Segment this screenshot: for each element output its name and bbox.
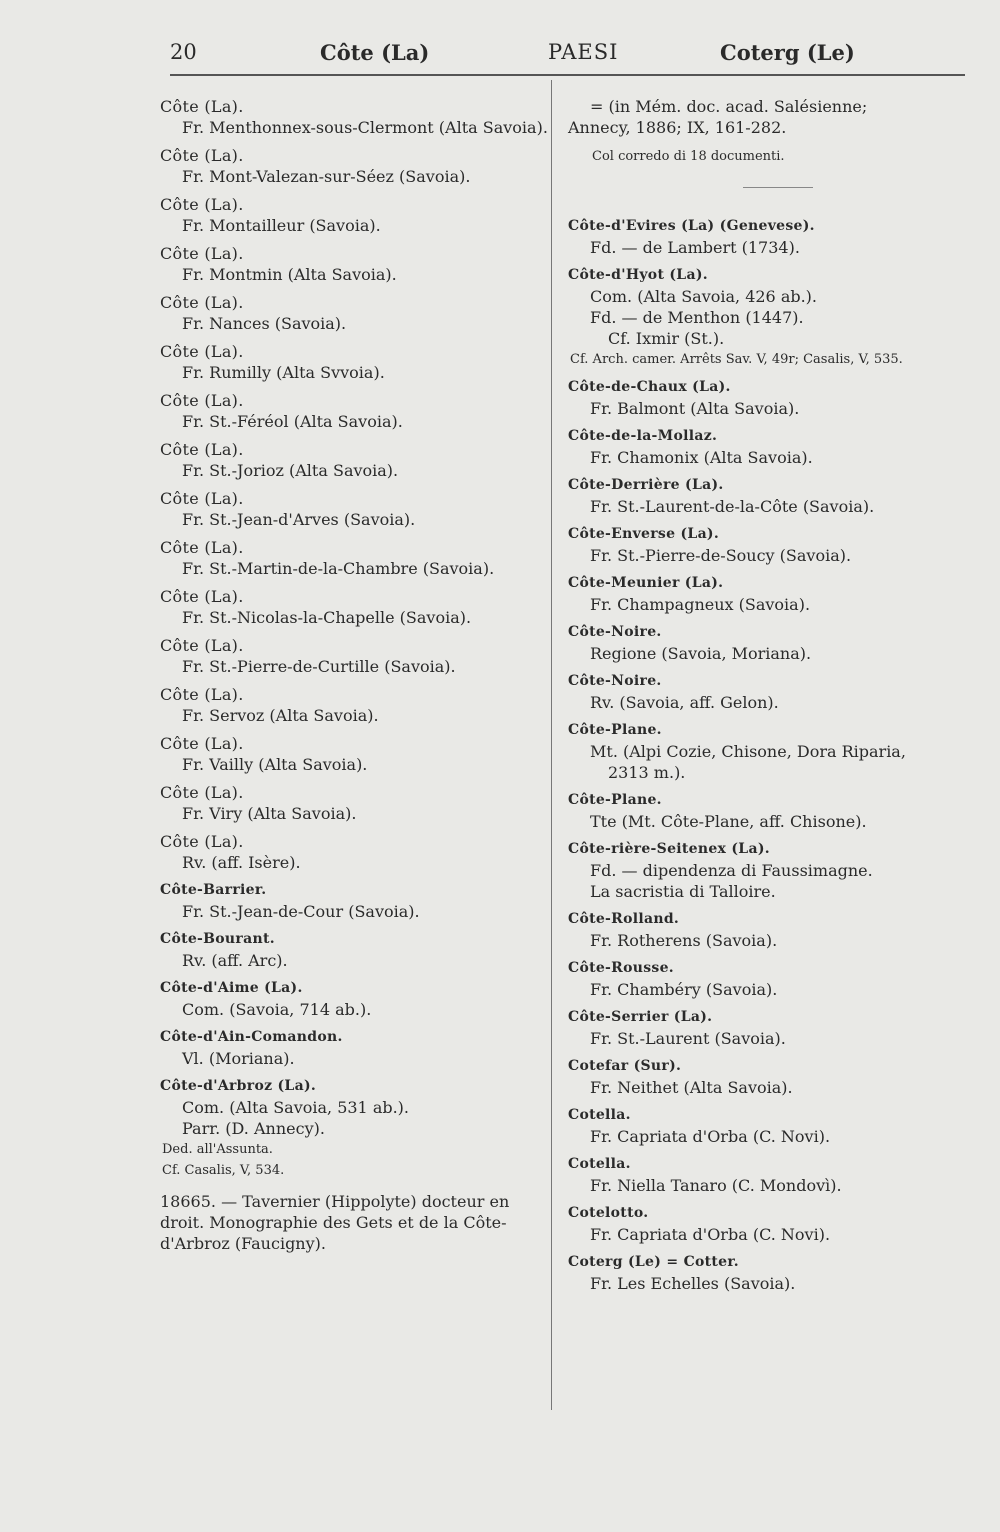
entry-title: Côte-Enverse (La).: [568, 526, 720, 542]
entry-crossref: Cf. Ixmir (St.).: [608, 329, 725, 348]
gazetteer-entry: [160, 194, 550, 236]
bibliography-paragraph: 18665. — Tavernier (Hippolyte) docteur en droit. Monographie des Gets et de la Côte-d'Arbroz (Faucigny).: [160, 1192, 510, 1253]
gazetteer-entry: [568, 790, 988, 832]
gazetteer-entry: [160, 880, 550, 922]
citation-line: = (in Mém. doc. acad. Salésienne;: [590, 97, 868, 116]
entry-title: Côte-Derrière (La).: [568, 477, 724, 493]
entry-title: Côte-d'Evires (La) (Genevese).: [568, 218, 815, 234]
gazetteer-entry: [160, 586, 550, 628]
gazetteer-entry: [160, 96, 550, 138]
entry-title: Côte-d'Hyot (La).: [568, 267, 708, 283]
left-running-title: Côte (La): [320, 40, 430, 65]
entry-line: Fr. Capriata d'Orba (C. Novi).: [590, 1127, 831, 1146]
entry-line: Fr. St.-Laurent-de-la-Côte (Savoia).: [590, 497, 875, 516]
entry-title: Côte (La).: [160, 587, 244, 606]
right-column: [568, 96, 988, 1301]
entry-line: Rv. (aff. Isère).: [182, 853, 301, 872]
entry-title: Côte-Noire.: [568, 624, 662, 640]
gazetteer-entry: [160, 439, 550, 481]
entry-line: Fd. — de Menthon (1447).: [590, 308, 804, 327]
gazetteer-entry: [568, 1203, 988, 1245]
entry-line: Fr. St.-Pierre-de-Soucy (Savoia).: [590, 546, 852, 565]
column-divider: [551, 80, 552, 1410]
entry-title: Côte-de-Chaux (La).: [568, 379, 731, 395]
entry-title: Côte (La).: [160, 783, 244, 802]
entry-line: Rv. (Savoia, aff. Gelon).: [590, 693, 779, 712]
entry-line: Com. (Savoia, 714 ab.).: [182, 1000, 372, 1019]
entry-line: Fr. Chamonix (Alta Savoia).: [590, 448, 813, 467]
entry-line: Fd. — de Lambert (1734).: [590, 238, 800, 257]
entry-title: Coterg (Le) = Cotter.: [568, 1254, 739, 1270]
entry-title: Côte (La).: [160, 685, 244, 704]
entry-line: Com. (Alta Savoia, 426 ab.).: [590, 287, 818, 306]
entry-line: Fr. St.-Jean-d'Arves (Savoia).: [182, 510, 416, 529]
entry-title: Côte (La).: [160, 293, 244, 312]
entry-title: Côte (La).: [160, 636, 244, 655]
gazetteer-entry: [568, 720, 988, 783]
entry-line: Fr. Rotherens (Savoia).: [590, 931, 778, 950]
entry-title: Côte-de-la-Mollaz.: [568, 428, 718, 444]
gazetteer-entry: [160, 243, 550, 285]
entry-title: Cotefar (Sur).: [568, 1058, 682, 1074]
gazetteer-entry: [568, 265, 988, 370]
entry-title: Côte (La).: [160, 440, 244, 459]
entry-title: Cotelotto.: [568, 1205, 649, 1221]
entry-title: Côte-Bourant.: [160, 931, 275, 947]
entry-line: Fr. St.-Pierre-de-Curtille (Savoia).: [182, 657, 456, 676]
gazetteer-entry: [568, 524, 988, 566]
gazetteer-entry: [568, 909, 988, 951]
gazetteer-entry: [160, 341, 550, 383]
entry-line: Fr. Champagneux (Savoia).: [590, 595, 811, 614]
entry-title: Côte (La).: [160, 97, 244, 116]
entry-line: Fd. — dipendenza di Faussimagne.: [590, 861, 873, 880]
entry-line: Fr. St.-Jorioz (Alta Savoia).: [182, 461, 399, 480]
gazetteer-entry: [160, 488, 550, 530]
entry-line: Fr. Vailly (Alta Savoia).: [182, 755, 368, 774]
gazetteer-entry: [160, 1027, 550, 1069]
gazetteer-entry: [160, 145, 550, 187]
entry-title: Côte-Serrier (La).: [568, 1009, 713, 1025]
gazetteer-entry: [568, 1154, 988, 1196]
page-number: 20: [170, 40, 197, 64]
gazetteer-entry: [160, 537, 550, 579]
gazetteer-entry: [160, 733, 550, 775]
gazetteer-entry: [568, 475, 988, 517]
entry-title: Côte-d'Ain-Comandon.: [160, 1029, 343, 1045]
entry-title: Côte-Plane.: [568, 792, 662, 808]
entry-title: Côte (La).: [160, 489, 244, 508]
entry-line: Fr. Les Echelles (Savoia).: [590, 1274, 796, 1293]
continued-citation: [568, 96, 988, 167]
section-separator: [743, 187, 813, 188]
entry-line: Fr. Nances (Savoia).: [182, 314, 347, 333]
gazetteer-entry: [568, 573, 988, 615]
gazetteer-entry: [160, 831, 550, 873]
gazetteer-entry: [568, 377, 988, 419]
gazetteer-entry: [568, 1105, 988, 1147]
entry-line: Fr. St.-Martin-de-la-Chambre (Savoia).: [182, 559, 495, 578]
citation-line: Annecy, 1886; IX, 161-282.: [568, 118, 787, 137]
citation-note: Col corredo di 18 documenti.: [592, 149, 785, 164]
entry-title: Côte-rière-Seitenex (La).: [568, 841, 770, 857]
entry-line: Fr. Capriata d'Orba (C. Novi).: [590, 1225, 831, 1244]
gazetteer-entry: [568, 1252, 988, 1294]
entry-line: Fr. Neithet (Alta Savoia).: [590, 1078, 793, 1097]
entry-line: Mt. (Alpi Cozie, Chisone, Dora Riparia,: [590, 742, 906, 761]
entry-title: Côte-Barrier.: [160, 882, 267, 898]
entry-line: Fr. Niella Tanaro (C. Mondovì).: [590, 1176, 842, 1195]
entry-line: La sacristia di Talloire.: [590, 882, 776, 901]
entry-title: Côte-d'Aime (La).: [160, 980, 303, 996]
entry-title: Côte-d'Arbroz (La).: [160, 1078, 317, 1094]
gazetteer-entry: [160, 1076, 550, 1181]
gazetteer-entry: [160, 292, 550, 334]
entry-line: Fr. Menthonnex-sous-Clermont (Alta Savoia).: [182, 118, 548, 137]
entry-title: Côte-Noire.: [568, 673, 662, 689]
gazetteer-entry: [160, 635, 550, 677]
entry-title: Côte-Rolland.: [568, 911, 680, 927]
entry-line: Fr. Viry (Alta Savoia).: [182, 804, 357, 823]
gazetteer-entry: [160, 929, 550, 971]
gazetteer-entry: [160, 684, 550, 726]
entry-line: Fr. Montailleur (Savoia).: [182, 216, 381, 235]
entry-title: Cotella.: [568, 1156, 631, 1172]
gazetteer-entry: [160, 978, 550, 1020]
entry-line: Fr. St.-Laurent (Savoia).: [590, 1029, 786, 1048]
entry-line: Fr. Mont-Valezan-sur-Séez (Savoia).: [182, 167, 471, 186]
entry-line: Com. (Alta Savoia, 531 ab.).: [182, 1098, 410, 1117]
entry-line: Tte (Mt. Côte-Plane, aff. Chisone).: [590, 812, 867, 831]
entry-line: Fr. Montmin (Alta Savoia).: [182, 265, 397, 284]
entry-line: Vl. (Moriana).: [182, 1049, 295, 1068]
right-running-title: Coterg (Le): [720, 40, 855, 65]
entry-title: Côte-Meunier (La).: [568, 575, 724, 591]
gazetteer-entry: [568, 671, 988, 713]
gazetteer-entry: [568, 839, 988, 902]
entry-line: Parr. (D. Annecy).: [182, 1119, 325, 1138]
entry-line: Fr. Servoz (Alta Savoia).: [182, 706, 379, 725]
left-column: [160, 96, 550, 1254]
entry-note: Cf. Arch. camer. Arrêts Sav. V, 49r; Casalis, V, 535.: [570, 352, 903, 367]
gazetteer-entry: [568, 958, 988, 1000]
entry-note: Cf. Casalis, V, 534.: [162, 1163, 285, 1178]
entry-line: Regione (Savoia, Moriana).: [590, 644, 812, 663]
entry-title: Côte-Rousse.: [568, 960, 674, 976]
entry-title: Côte-Plane.: [568, 722, 662, 738]
entry-line: Fr. St.-Féréol (Alta Savoia).: [182, 412, 403, 431]
entry-line: Rv. (aff. Arc).: [182, 951, 288, 970]
entry-title: Côte (La).: [160, 195, 244, 214]
entry-note: Ded. all'Assunta.: [162, 1142, 273, 1157]
entry-line: Fr. St.-Jean-de-Cour (Savoia).: [182, 902, 420, 921]
entry-line: Fr. Chambéry (Savoia).: [590, 980, 778, 999]
entry-title: Côte (La).: [160, 146, 244, 165]
gazetteer-entry: [160, 390, 550, 432]
entry-title: Côte (La).: [160, 391, 244, 410]
entry-line: 2313 m.).: [608, 763, 686, 782]
gazetteer-entry: [568, 1056, 988, 1098]
entry-title: Côte (La).: [160, 832, 244, 851]
gazetteer-entry: [160, 782, 550, 824]
center-running-title: PAESI: [548, 40, 619, 64]
entry-line: Fr. Rumilly (Alta Svvoia).: [182, 363, 385, 382]
header-rule: [170, 74, 965, 76]
gazetteer-entry: [568, 216, 988, 258]
entry-title: Côte (La).: [160, 244, 244, 263]
entry-title: Cotella.: [568, 1107, 631, 1123]
entry-title: Côte (La).: [160, 342, 244, 361]
right-entries: [568, 216, 988, 1294]
entry-title: Côte (La).: [160, 538, 244, 557]
gazetteer-entry: [568, 1007, 988, 1049]
entry-line: Fr. Balmont (Alta Savoia).: [590, 399, 800, 418]
gazetteer-entry: [568, 426, 988, 468]
gazetteer-entry: [568, 622, 988, 664]
entry-title: Côte (La).: [160, 734, 244, 753]
entry-line: Fr. St.-Nicolas-la-Chapelle (Savoia).: [182, 608, 472, 627]
